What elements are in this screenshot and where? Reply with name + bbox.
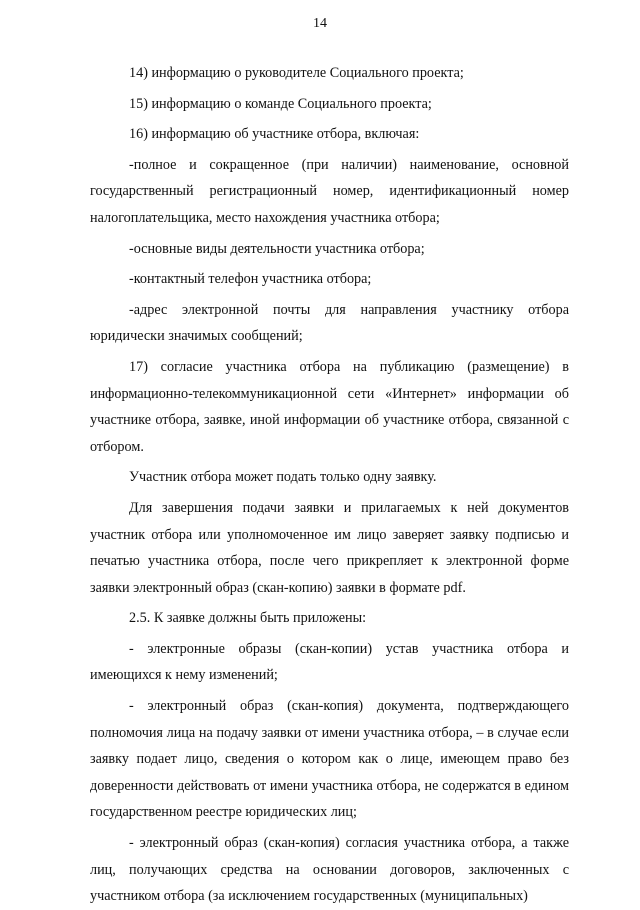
paragraph-item-17: 17) согласие участника отбора на публикацию (размещение) в информационно-телекоммуникационной сети «Интернет» информации об участнике отбора, заявке, иной информации об участнике отбора, связанной с отбором. xyxy=(90,358,569,455)
document-body xyxy=(90,60,569,910)
paragraph-charter-copies: - электронные образы (скан-копии) устав участника отбора и имеющихся к нему изменений; xyxy=(90,640,569,684)
page-number: 14 xyxy=(313,16,327,31)
paragraph-names-numbers: -полное и сокращенное (при наличии) наименование, основной государственный регистрационный номер, идентификационный номер налогоплательщика, место нахождения участника отбора; xyxy=(90,156,569,226)
paragraph-consent-copy: - электронный образ (скан-копия) согласия участника отбора, а также лиц, получающих средства на основании договоров, заключенных с участником отбора (за исключением государственных (муниципальных) xyxy=(90,835,569,905)
paragraph-item-14: 14) информацию о руководителе Социального проекта; xyxy=(129,65,464,81)
paragraph-submission: Для завершения подачи заявки и прилагаемых к ней документов участник отбора или уполномоченное им лицо заверяет заявку подписью и печатью участника отбора, после чего прикрепляет к электронной форме заявки электронный образ (скан-копию) заявки в формате pdf. xyxy=(90,499,569,596)
paragraph-item-15: 15) информацию о команде Социального проекта; xyxy=(129,95,432,112)
paragraph-activities: -основные виды деятельности участника отбора; xyxy=(129,240,425,257)
paragraph-phone: -контактный телефон участника отбора; xyxy=(129,271,372,288)
paragraph-section-2-5: 2.5. К заявке должны быть приложены: xyxy=(129,610,367,627)
paragraph-one-application: Участник отбора может подать только одну заявку. xyxy=(129,469,437,486)
paragraph-authority-document: - электронный образ (скан-копия) документа, подтверждающего полномочия лица на подачу заявки от имени участника отбора, – в случае если заявку подает лицо, сведения о котором как о лице, имеющем право без доверенности действовать от имени участника отбора, не содержатся в едином государственном реестре юридических лиц; xyxy=(90,698,569,821)
paragraph-item-16: 16) информацию об участнике отбора, включая: xyxy=(129,126,420,143)
paragraph-email: -адрес электронной почты для направления участнику отбора юридически значимых сообщений; xyxy=(90,301,569,345)
